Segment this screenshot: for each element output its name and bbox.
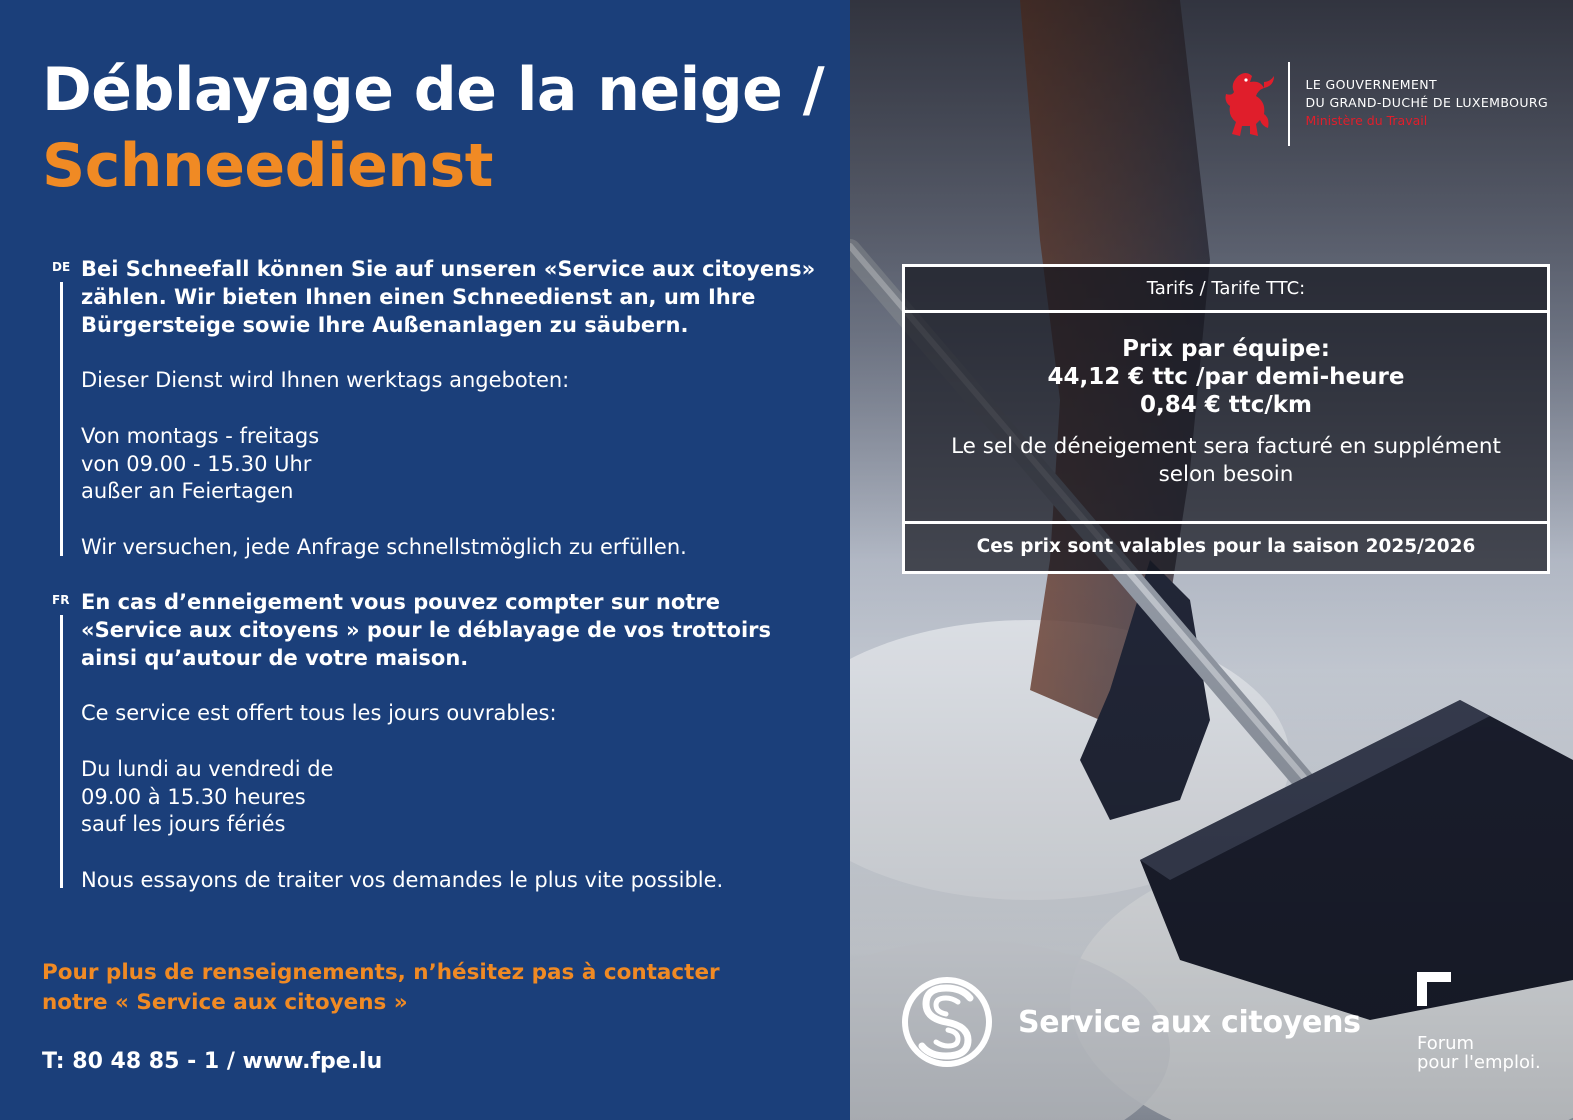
title-german: Schneedienst xyxy=(42,131,493,201)
language-tag-fr: FR xyxy=(52,593,70,607)
cta-line: Pour plus de renseignements, n’hésitez pas à contacter xyxy=(42,960,720,985)
german-text xyxy=(81,256,821,562)
lead-line: En cas d’enneigement vous pouvez compter sur notre xyxy=(81,590,720,614)
tariff-table xyxy=(902,264,1550,574)
tariff-validity: Ces prix sont valables pour la saison 2025/2026 xyxy=(976,535,1476,557)
tariff-body xyxy=(905,313,1547,524)
forum-pour-l-emploi-corner-icon xyxy=(1417,972,1451,1006)
tariff-header: Tarifs / Tarife TTC: xyxy=(905,267,1547,313)
forum-name xyxy=(1417,1034,1567,1072)
french-closing: Nous essayons de traiter vos demandes le plus vite possible. xyxy=(81,867,724,892)
schedule-line: 09.00 à 15.30 heures xyxy=(81,784,306,809)
schedule-line: Du lundi au vendredi de xyxy=(81,756,334,781)
forum-name-line: Forum xyxy=(1417,1033,1475,1054)
french-offer: Ce service est offert tous les jours ouvrables: xyxy=(81,701,557,726)
logo-divider xyxy=(1288,62,1290,146)
salt-line: selon besoin xyxy=(1158,462,1294,487)
government-line: DU GRAND-DUCHÉ DE LUXEMBOURG xyxy=(1305,95,1549,110)
contact-call-to-action xyxy=(42,958,802,1018)
service-aux-citoyens-logo xyxy=(902,972,1361,1072)
price-line: 44,12 € ttc /par demi-heure xyxy=(1047,364,1405,390)
german-schedule xyxy=(81,423,821,506)
title-french: Déblayage de la neige / xyxy=(42,55,825,125)
government-line: LE GOUVERNEMENT xyxy=(1305,77,1438,92)
schedule-line: sauf les jours fériés xyxy=(81,812,286,837)
government-text xyxy=(1306,62,1549,130)
french-text xyxy=(81,589,821,895)
price-line: 0,84 € ttc/km xyxy=(1139,392,1313,418)
language-tag-de: DE xyxy=(52,260,71,274)
schedule-line: außer an Feiertagen xyxy=(81,479,294,504)
contact-details: T: 80 48 85 - 1 / www.fpe.lu xyxy=(42,1049,383,1074)
government-logo xyxy=(1220,62,1548,146)
forum-pour-l-emploi-logo xyxy=(1417,972,1567,1072)
lead-line: zählen. Wir bieten Ihnen einen Schneedienst an, um Ihre xyxy=(81,284,756,309)
service-name: Service aux citoyens xyxy=(1018,1004,1361,1040)
service-aux-citoyens-s-icon xyxy=(902,972,992,1072)
lead-line: Bürgersteige sowie Ihre Außenanlagen zu säubern. xyxy=(81,312,689,337)
salt-line: Le sel de déneigement sera facturé en supplément xyxy=(951,434,1501,459)
section-rule xyxy=(60,282,63,556)
section-rule xyxy=(60,615,63,888)
luxembourg-lion-icon xyxy=(1220,68,1278,140)
french-lead xyxy=(81,589,821,672)
lead-line: Bei Schneefall können Sie auf unseren «Service aux citoyens» xyxy=(81,257,816,281)
schedule-line: Von montags - freitags xyxy=(81,423,320,448)
team-price xyxy=(905,335,1547,419)
lead-line: ainsi qu’autour de votre maison. xyxy=(81,645,469,670)
german-lead xyxy=(81,256,821,339)
french-schedule xyxy=(81,756,821,839)
salt-note xyxy=(917,433,1535,489)
german-offer: Dieser Dienst wird Ihnen werktags angeboten: xyxy=(81,368,570,393)
german-closing: Wir versuchen, jede Anfrage schnellstmöglich zu erfüllen. xyxy=(81,534,687,559)
page-title xyxy=(42,52,824,204)
price-line: Prix par équipe: xyxy=(1122,336,1330,362)
ministry-name: Ministère du Travail xyxy=(1305,113,1428,128)
forum-name-line: pour l'emploi. xyxy=(1417,1052,1541,1073)
schedule-line: von 09.00 - 15.30 Uhr xyxy=(81,451,312,476)
lead-line: «Service aux citoyens » pour le déblayage de vos trottoirs xyxy=(81,617,772,642)
photo-panel xyxy=(850,0,1573,1120)
cta-line: notre « Service aux citoyens » xyxy=(42,990,408,1015)
